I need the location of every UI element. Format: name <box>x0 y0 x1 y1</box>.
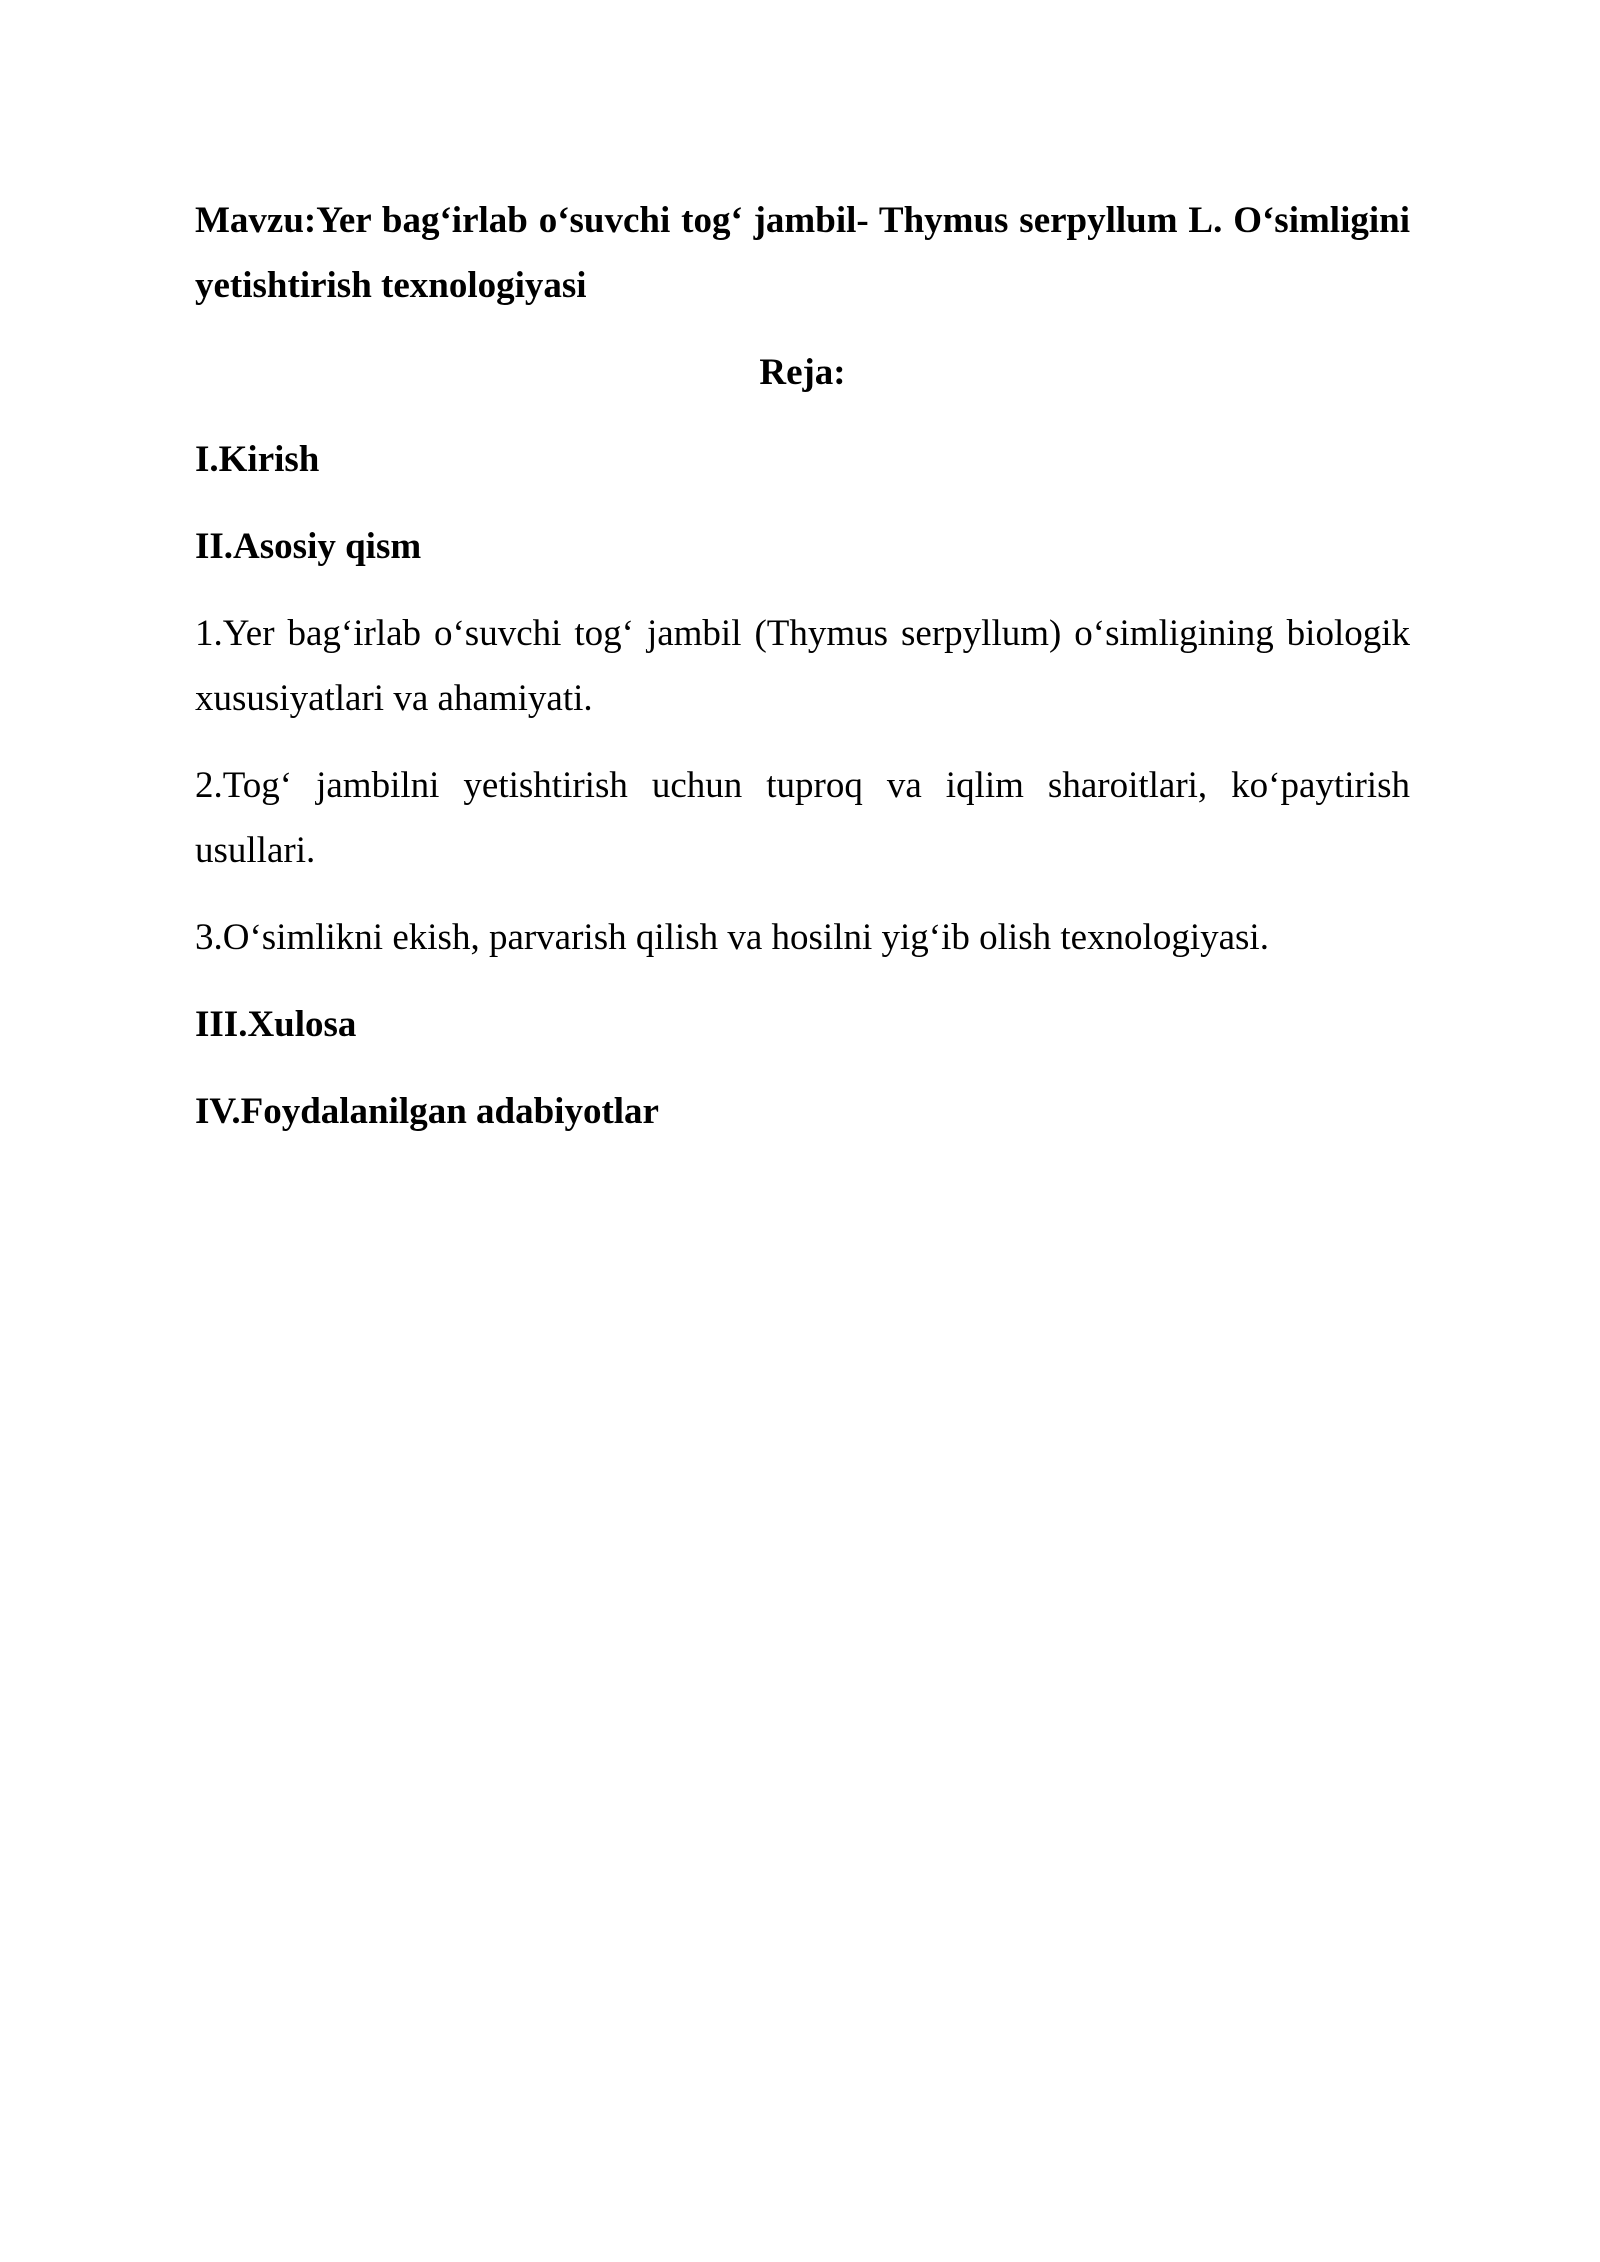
section-main-part: II.Asosiy qism <box>195 526 422 567</box>
plan-item-2: 2.Tog‘ jambilni yetishtirish uchun tuproq va iqlim sharoitlari, ko‘paytirish usullari. <box>195 765 1410 871</box>
document-page <box>195 188 1410 1144</box>
section-references: IV.Foydalanilgan adabiyotlar <box>195 1091 659 1132</box>
document-title: Mavzu:Yer bag‘irlab o‘suvchi tog‘ jambil- Thymus serpyllum L. O‘simligini yetishtirish texnologiyasi <box>195 200 1410 306</box>
plan-heading: Reja: <box>759 352 846 393</box>
plan-item-3: 3.O‘simlikni ekish, parvarish qilish va hosilni yig‘ib olish texnologiyasi. <box>195 917 1269 958</box>
section-introduction: I.Kirish <box>195 439 320 480</box>
section-conclusion: III.Xulosa <box>195 1004 357 1045</box>
plan-item-1: 1.Yer bag‘irlab o‘suvchi tog‘ jambil (Thymus serpyllum) o‘simligining biologik xususiyatlari va ahamiyati. <box>195 613 1410 719</box>
